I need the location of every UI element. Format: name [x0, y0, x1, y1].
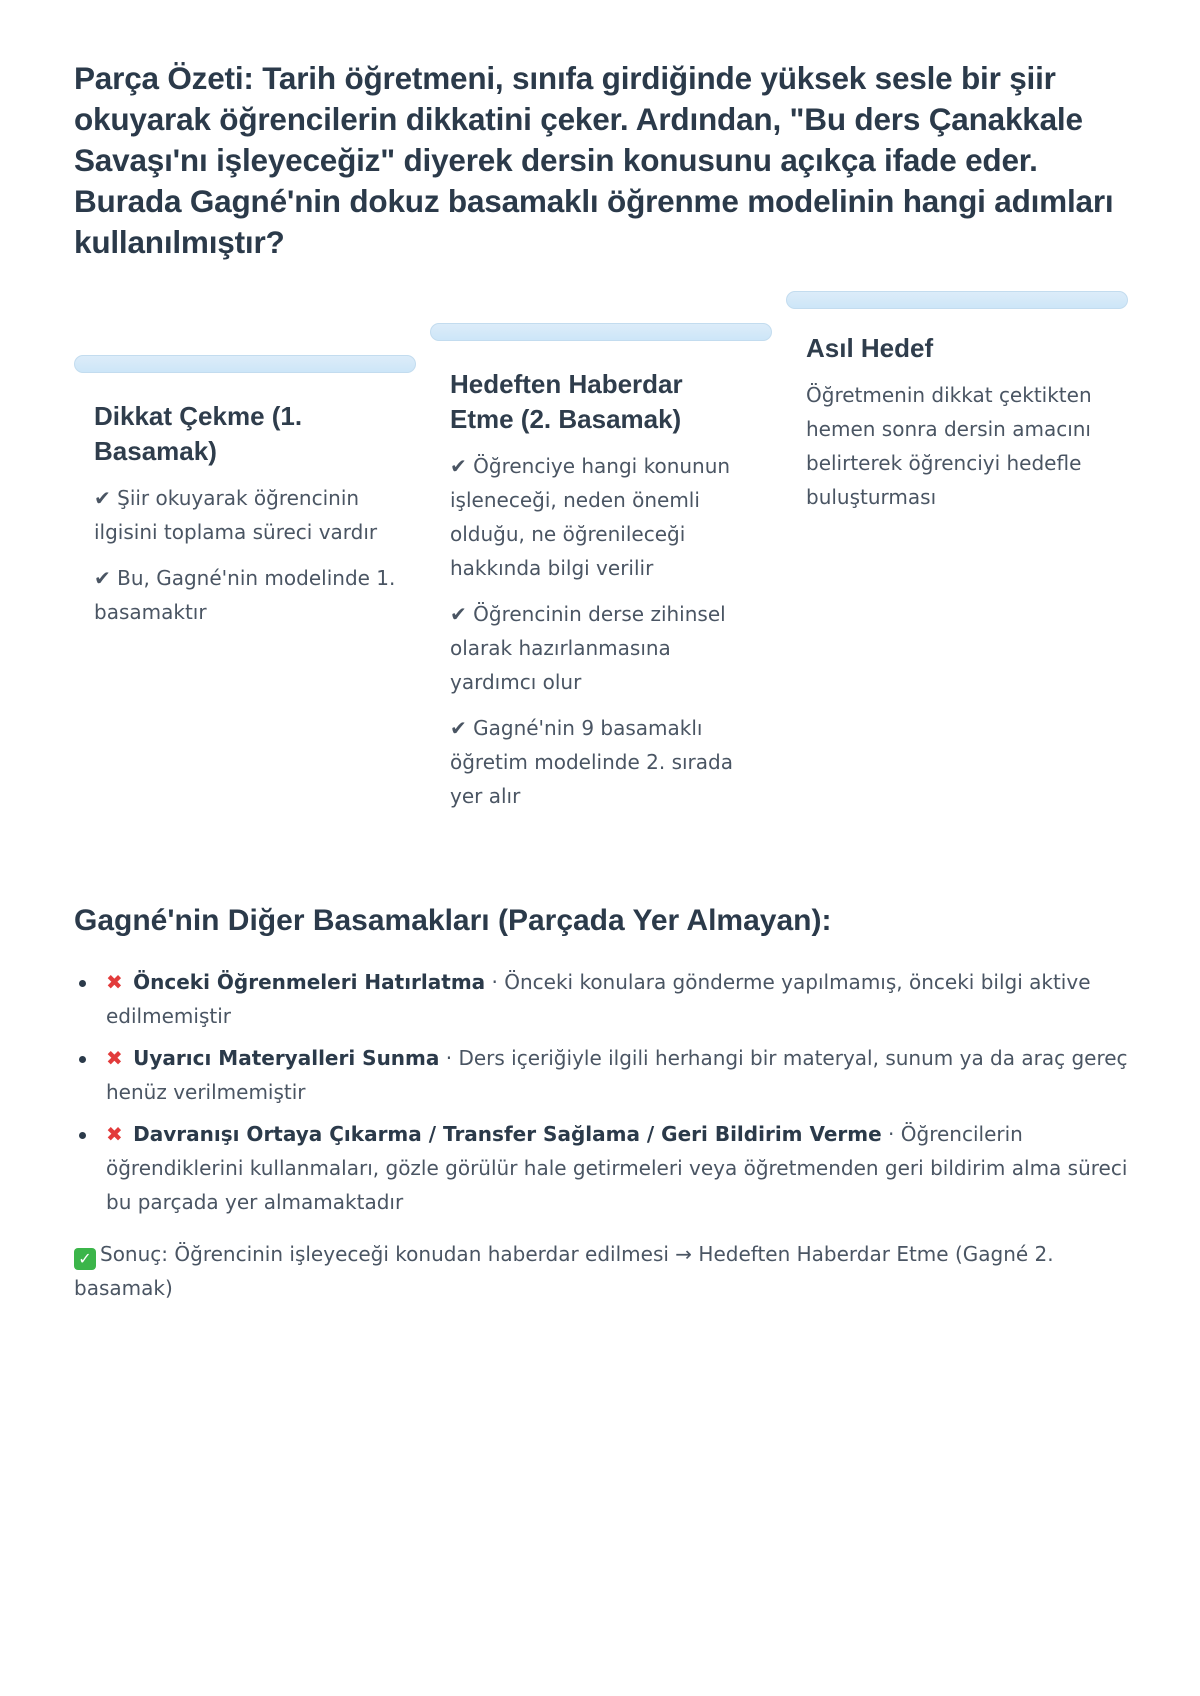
- step-name: Önceki Öğrenmeleri Hatırlatma: [133, 970, 486, 994]
- card-accent-bar: [786, 291, 1128, 309]
- card-accent-bar: [430, 323, 772, 341]
- check-icon: ✔: [450, 602, 467, 626]
- card-accent-bar: [74, 355, 416, 373]
- result-text: Sonuç: Öğrencinin işleyeceği konudan haberdar edilmesi → Hedeften Haberdar Etme (Gagné 2. basamak): [74, 1242, 1054, 1300]
- card-point: [94, 561, 396, 629]
- cards-row: [74, 301, 1134, 901]
- cross-icon: ✖: [106, 1046, 123, 1070]
- step-desc: Öğrencilerin öğrendiklerini kullanmaları, gözle görülür hale getirmeleri veya öğretmenden geri bildirim alma süreci bu parçada yer almamaktadır: [106, 1122, 1128, 1214]
- card-title: Asıl Hedef: [806, 333, 934, 363]
- card-attention: [74, 355, 416, 641]
- result-line: [74, 1237, 1134, 1305]
- card-point-text: Şiir okuyarak öğrencinin ilgisini toplama süreci vardır: [94, 486, 378, 544]
- separator: ·: [881, 1122, 901, 1146]
- document-page: [74, 58, 1134, 1305]
- card-point: [450, 711, 752, 813]
- card-main-goal: [786, 291, 1128, 526]
- card-point: [94, 481, 396, 549]
- step-name: Davranışı Ortaya Çıkarma / Transfer Sağlama / Geri Bildirim Verme: [133, 1122, 882, 1146]
- check-icon: ✔: [94, 566, 111, 590]
- other-steps-list: [74, 965, 1134, 1219]
- step-desc: Ders içeriğiyle ilgili herhangi bir materyal, sunum ya da araç gereç henüz verilmemiştir: [106, 1046, 1128, 1104]
- separator: ·: [485, 970, 505, 994]
- list-item: [106, 965, 1134, 1033]
- page-title: Parça Özeti: Tarih öğretmeni, sınıfa girdiğinde yüksek sesle bir şiir okuyarak öğrencilerin dikkatini çeker. Ardından, "Bu ders Çanakkale Savaşı'nı işleyeceğiz" diyerek dersin konusunu açıkça ifade eder. Burada Gagné'nin dokuz basamaklı öğrenme modelinin hangi adımları kullanılmıştır?: [74, 60, 1114, 260]
- list-item: [106, 1041, 1134, 1109]
- card-text: Öğretmenin dikkat çektikten hemen sonra dersin amacını belirterek öğrenciyi hedefle buluşturması: [806, 383, 1092, 509]
- check-icon: ✔: [450, 454, 467, 478]
- card-title: Dikkat Çekme (1. Basamak): [94, 401, 303, 466]
- check-icon: ✔: [450, 716, 467, 740]
- section-title: Gagné'nin Diğer Basamakları (Parçada Yer Almayan):: [74, 904, 832, 937]
- card-point-text: Öğrencinin derse zihinsel olarak hazırlanmasına yardımcı olur: [450, 602, 726, 694]
- check-icon: ✔: [94, 486, 111, 510]
- card-point-text: Bu, Gagné'nin modelinde 1. basamaktır: [94, 566, 396, 624]
- cross-icon: ✖: [106, 1122, 123, 1146]
- cross-icon: ✖: [106, 970, 123, 994]
- card-point: [450, 449, 752, 585]
- card-title: Hedeften Haberdar Etme (2. Basamak): [450, 369, 683, 434]
- list-item: [106, 1117, 1134, 1219]
- separator: ·: [439, 1046, 459, 1070]
- card-point-text: Gagné'nin 9 basamaklı öğretim modelinde 2. sırada yer alır: [450, 716, 733, 808]
- check-mark-icon: ✓: [74, 1248, 96, 1270]
- card-point: [450, 597, 752, 699]
- step-name: Uyarıcı Materyalleri Sunma: [133, 1046, 440, 1070]
- card-objective: [430, 323, 772, 825]
- step-desc: Önceki konulara gönderme yapılmamış, önceki bilgi aktive edilmemiştir: [106, 970, 1091, 1028]
- card-point-text: Öğrenciye hangi konunun işleneceği, neden önemli olduğu, ne öğrenileceği hakkında bilgi verilir: [450, 454, 731, 580]
